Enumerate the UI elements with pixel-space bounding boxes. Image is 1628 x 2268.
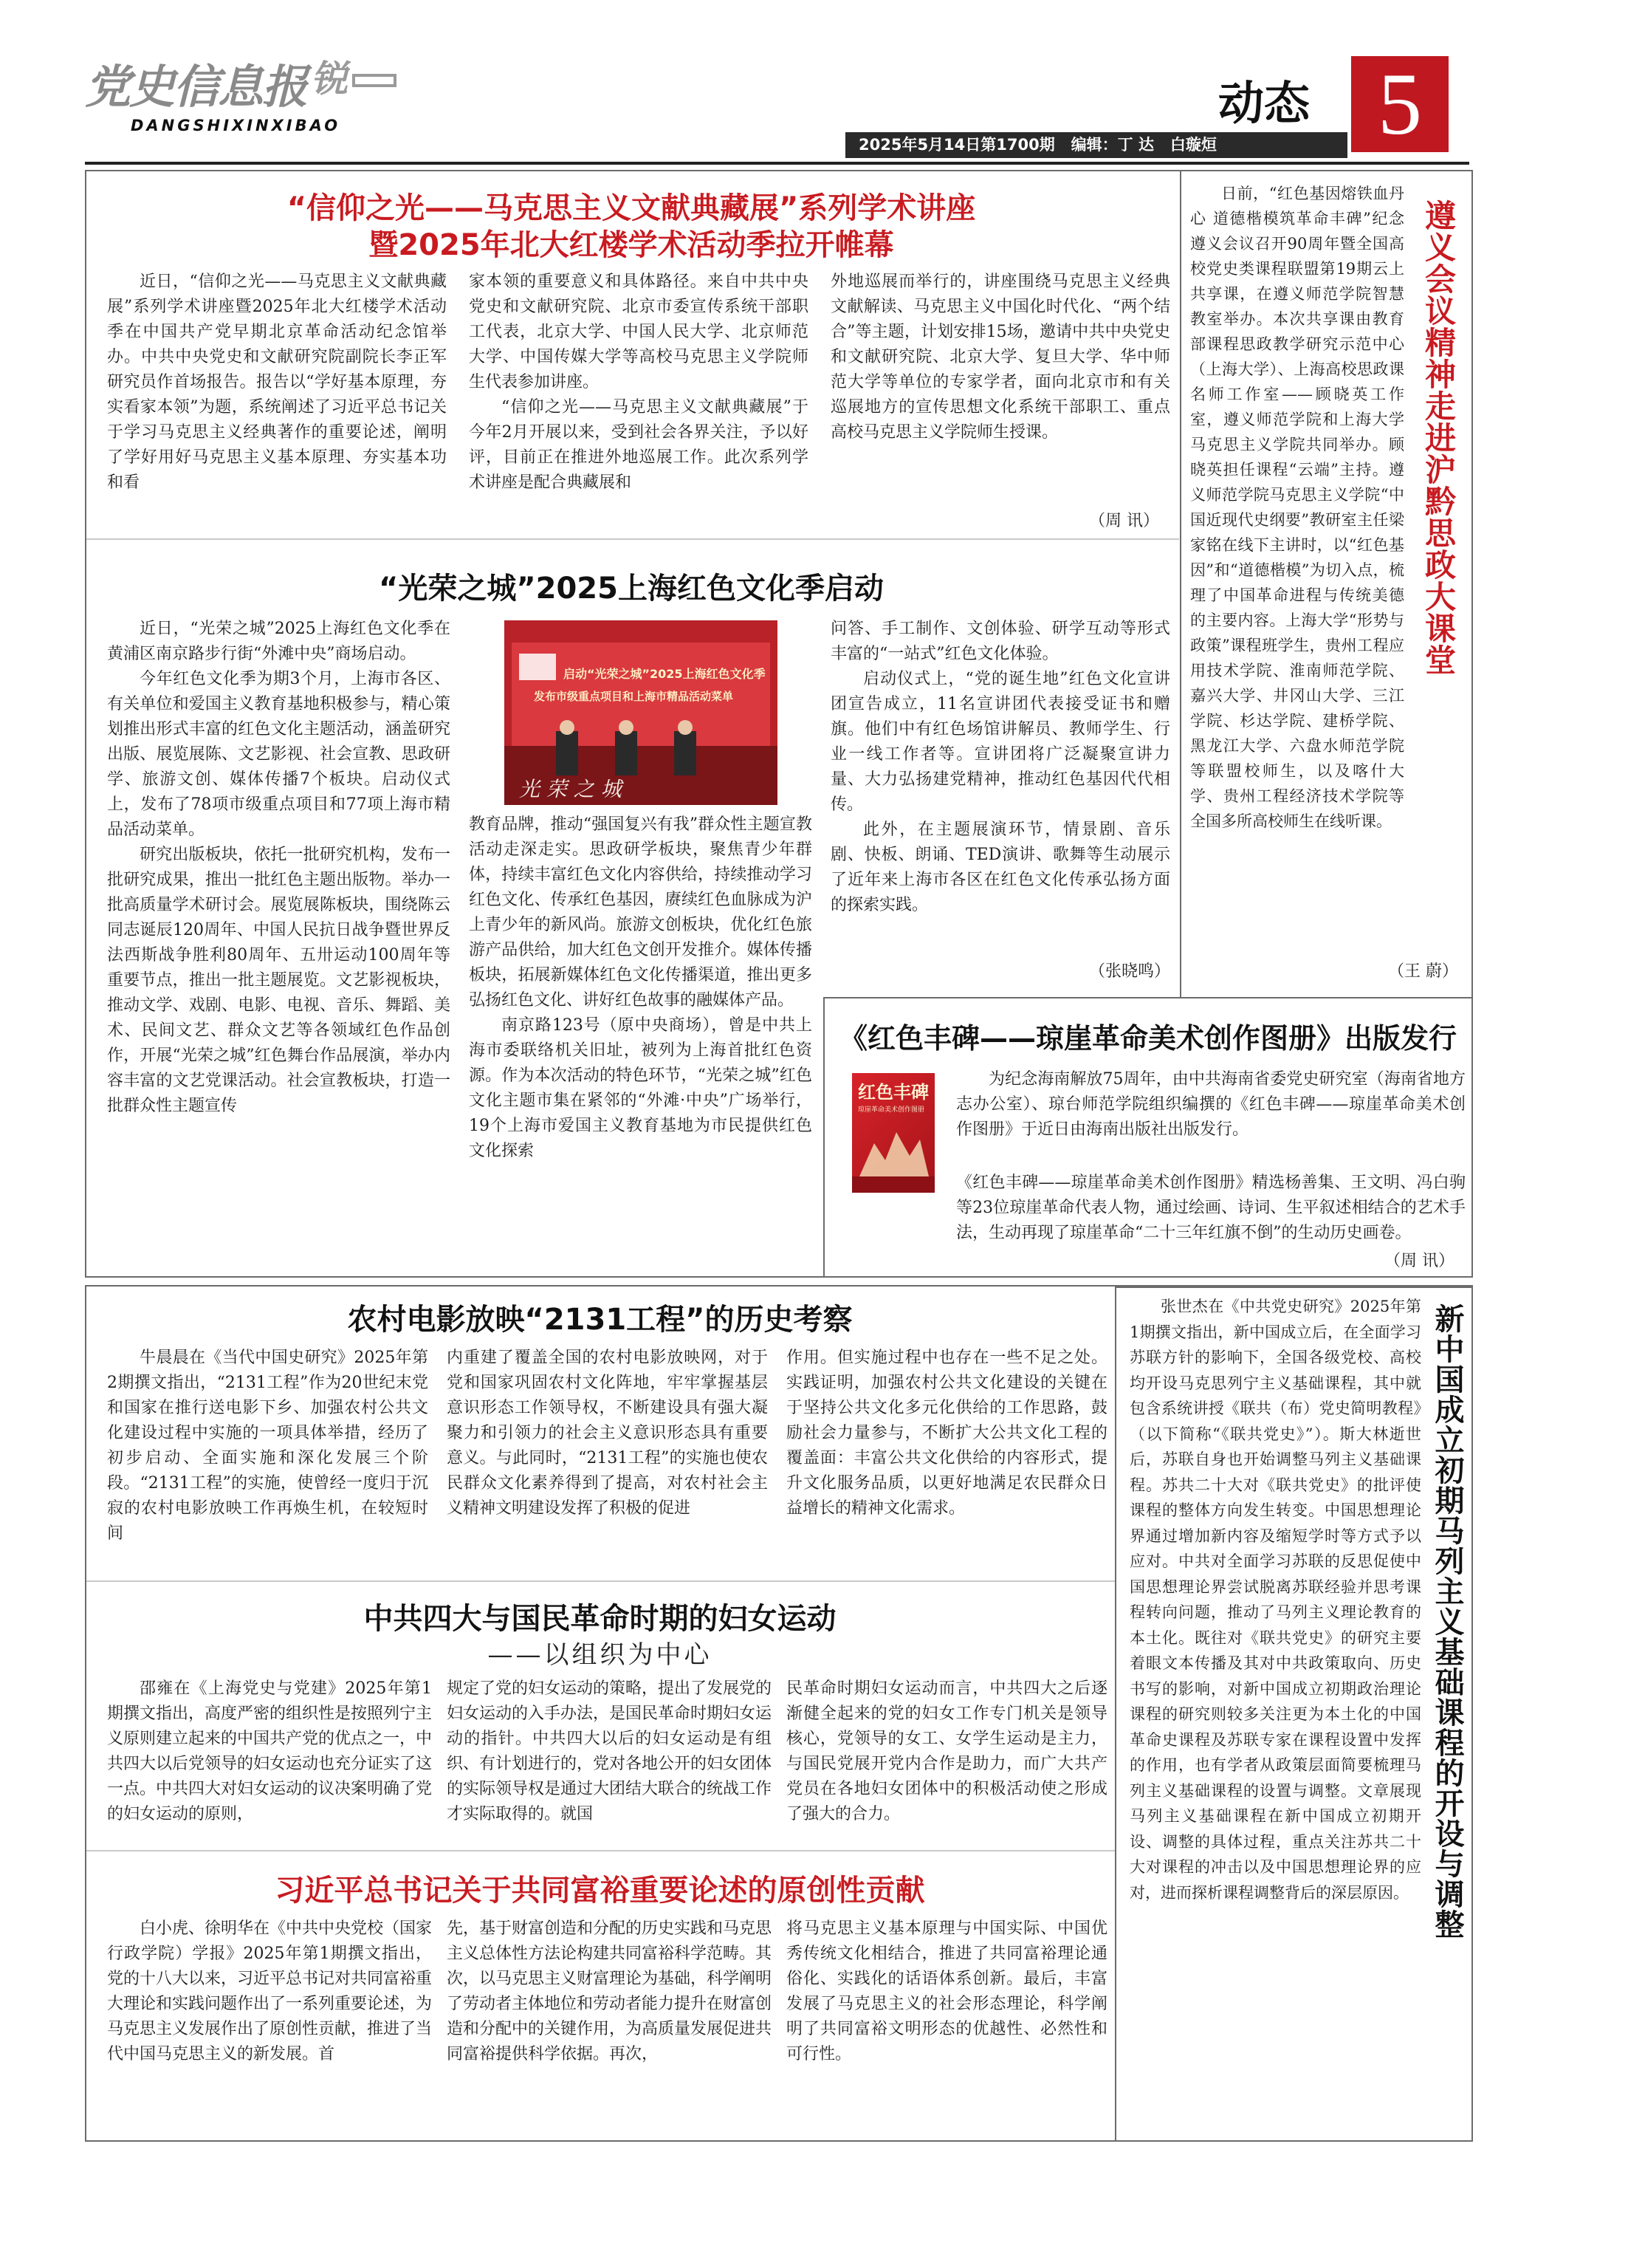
sidebar1-body bbox=[1190, 181, 1404, 975]
stage-image bbox=[504, 620, 777, 805]
article2-para: 研究出版板块，依托一批研究机构，发布一批研究成果，推出一批红色主题出版物。举办一批高质量学术研讨会。展览展陈板块，围绕陈云同志诞辰120周年、中国人民抗日战争暨世界反法西斯战争胜利80周年、五卅运动100周年等重要节点，推出一批主题展览。文艺影视板块，推动文学、戏剧、电影、电视、音乐、舞蹈、美术、民间文艺、群众文艺等各领域红色作品创作，开展“光荣之城”红色舞台作品展演，举办内容丰富的文艺党课活动。社会宣教板块，打造一批群众性主题宣传 bbox=[107, 846, 450, 1115]
article5-subtitle: ——以组织为中心 bbox=[487, 1640, 712, 1670]
article1-title-line1: “信仰之光——马克思主义文献典藏展”系列学术讲座 bbox=[286, 191, 976, 225]
article5-para: 民革命时期妇女运动而言，中共四大之后逐渐健全起来的党的妇女工作专门机关是领导核心，党领导的女工、女学生运动是主力，与国民党展开党内合作是助力，而广大共产党员在各地妇女团体中的积极活动使之形成了强大的合力。 bbox=[786, 1679, 1107, 1823]
article4-bottom-rule bbox=[86, 1580, 1115, 1582]
article4-para: 内重建了覆盖全国的农村电影放映网，对于党和国家巩固农村文化阵地，牢牢掌握基层意识形态工作领导权，不断建设具有强大凝聚力和引领力的社会主义意识形态具有重要意义。与此同时，“2131工程”的实施也使农民群众文化素养得到了提高，对农村社会主义精神文明建设发挥了积极的促进 bbox=[447, 1349, 768, 1518]
article2-para: 近日，“光荣之城”2025上海红色文化季在黄浦区南京路步行街“外滩中央”商场启动。 bbox=[107, 620, 450, 663]
article1-column-1 bbox=[107, 270, 447, 524]
article6-column-3 bbox=[786, 1916, 1107, 2138]
article1-bottom-rule bbox=[86, 538, 1179, 540]
article6-title: 习近平总书记关于共同富裕重要论述的原创性贡献 bbox=[275, 1874, 925, 1908]
newspaper-name: 党史信息报 bbox=[85, 60, 307, 114]
page-number: 5 bbox=[1351, 56, 1449, 152]
sidebar1-para: 日前，“红色基因熔铁血丹心 道德楷模筑革命丰碑”纪念遵义会议召开90周年暨全国高校党史类课程联盟第19期云上共享课，在遵义师范学院智慧教室举办。本次共享课由教育部课程思政教学研究示范中心（上海大学）、上海高校思政课名师工作室——顾晓英工作室，遵义师范学院和上海大学马克思主义学院共同举办。顾晓英担任课程“云端”主持。遵义师范学院马克思主义学院“中国近现代史纲要”教研室主任梁家铭在线下主讲时，以“红色基因”和“道德楷模”为切入点，梳理了中国革命进程与传统美德的主要内容。上海大学“形势与政策”课程班学生，贵州工程应用技术学院、淮南师范学院、嘉兴大学、井冈山大学、三江学院、杉达学院、建桥学院、黑龙江大学、六盘水师范学院等联盟校师生，以及喀什大学、贵州工程经济技术学院等全国多所高校师生在线听课。 bbox=[1190, 185, 1404, 830]
article3-body-top bbox=[956, 1067, 1466, 1171]
article1-para: 近日，“信仰之光——马克思主义文献典藏展”系列学术讲座暨2025年北大红楼学术活动季在中国共产党早期北京革命活动纪念馆举办。中共中央党史和文献研究院副院长李正军研究员作首场报告。报告以“学好基本原理，夯实看家本领”为题，系统阐述了习近平总书记关于学习马克思主义经典著作的重要论述，阐明了学好用好马克思主义基本原理、夯实基本功和看 bbox=[107, 273, 447, 492]
article4-column-1 bbox=[107, 1346, 428, 1575]
article4-column-2 bbox=[447, 1346, 768, 1575]
publisher-logo-icon bbox=[306, 53, 402, 105]
article5-bottom-rule bbox=[86, 1850, 1115, 1851]
article2-signature: （张晓鸣） bbox=[1089, 962, 1171, 981]
event-photo bbox=[504, 620, 777, 805]
article2-para: 此外，在主题展演环节，情景剧、音乐剧、快板、朗诵、TED演讲、歌舞等生动展示了近年来上海市各区在红色文化传承弘扬方面的探索实践。 bbox=[831, 820, 1170, 914]
article1-signature: （周 讯） bbox=[1089, 512, 1159, 530]
article5-column-3 bbox=[786, 1676, 1107, 1846]
article1-para: “信仰之光——马克思主义文献典藏展”于今年2月开展以来，受到社会各界关注，予以好评，目前正在推进外地巡展工作。此次系列学术讲座是配合典藏展和 bbox=[469, 398, 808, 492]
article5-column-2 bbox=[447, 1676, 772, 1846]
article2-column-1 bbox=[107, 617, 450, 1267]
section-label: 动态 bbox=[1218, 76, 1311, 130]
article5-column-1 bbox=[107, 1676, 432, 1846]
article1-column-3 bbox=[831, 270, 1170, 499]
article1-para: 家本领的重要意义和具体路径。来自中共中央党史和文献研究院、北京市委宣传系统干部职工代表，北京大学、中国人民大学、北京师范大学、中国传媒大学等高校马克思主义学院师生代表参加讲座。 bbox=[469, 273, 808, 391]
article2-para: 启动仪式上，“党的诞生地”红色文化宣讲团宣告成立，11名宣讲团代表接受证书和赠旗。他们中有红色场馆讲解员、教师学生、行业一线工作者等。宣讲团将广泛凝聚宣讲力量、大力弘扬建党精神，推动红色基因代代相传。 bbox=[831, 670, 1170, 814]
article3-title: 《红色丰碑——琼崖革命美术创作图册》出版发行 bbox=[839, 1022, 1457, 1055]
article4-column-3 bbox=[786, 1346, 1107, 1575]
article3-top-rule bbox=[823, 997, 1473, 998]
article1-title-line2: 暨2025年北大红楼学术活动季拉开帷幕 bbox=[368, 228, 894, 262]
article1-column-2 bbox=[469, 270, 808, 524]
newspaper-pinyin: DANGSHIXINXIBAO bbox=[131, 117, 341, 134]
article6-para: 先，基于财富创造和分配的历史实践和马克思主义总体性方法论构建共同富裕科学范畴。其次，以马克思主义财富理论为基础，科学阐明了劳动者主体地位和劳动者能力提升在财富创造和分配中的关键作用，为高质量发展促进共同富裕提供科学依据。再次， bbox=[447, 1919, 772, 2063]
book-cover-subtitle: 琼崖革命美术创作图册 bbox=[858, 1106, 925, 1114]
article2-title: “光荣之城”2025上海红色文化季启动 bbox=[379, 572, 884, 606]
photo-script: 光 荣 之 城 bbox=[519, 777, 622, 801]
article4-para: 牛晨晨在《当代中国史研究》2025年第2期撰文指出，“2131工程”作为20世纪末党和国家在推行送电影下乡、加强农村公共文化建设过程中实施的一项具体举措，经历了初步启动、全面实施和深化发展三个阶段。“2131工程”的实施，使曾经一度归于沉寂的农村电影放映工作再焕生机，在较短时间 bbox=[107, 1349, 428, 1543]
sidebar2-body bbox=[1130, 1294, 1421, 2136]
article6-para: 白小虎、徐明华在《中共中央党校（国家行政学院）学报》2025年第1期撰文指出，党的十八大以来，习近平总书记对共同富裕重大理论和实践问题作出了一系列重要论述，为马克思主义发展作出了原创性贡献，推进了当代中国马克思主义的新发展。首 bbox=[107, 1919, 432, 2063]
sidebar2-title: 新中国成立初期马列主义基础课程的开设与调整 bbox=[1430, 1303, 1464, 1939]
publisher-logo-text: 锐 bbox=[311, 57, 348, 100]
article6-para: 将马克思主义基本原理与中国实际、中国优秀传统文化相结合，推进了共同富裕理论通俗化、实践化的话语体系创新。最后，丰富发展了马克思主义的社会形态理论，科学阐明了共同富裕文明形态的优越性、必然性和可行性。 bbox=[786, 1919, 1107, 2063]
article6-column-2 bbox=[447, 1916, 772, 2138]
article3-left-rule bbox=[823, 997, 825, 1278]
sidebar2-para: 张世杰在《中共党史研究》2025年第1期撰文指出，新中国成立后，在全面学习苏联方针的影响下，全国各级党校、高校均开设马克思列宁主义基础课程，其中就包含系统讲授《联共（布）党史简明教程》（以下简称“《联共党史》”）。斯大林逝世后，苏联自身也开始调整马列主义基础课程。苏共二十大对《联共党史》的批评使课程的整体方向发生转变。中国思想理论界通过增加新内容及缩短学时等方式予以应对。中共对全面学习苏联的反思促使中国思想理论界尝试脱离苏联经验并思考课程转向问题，推动了马列主义理论教育的本土化。既往对《联共党史》的研究主要着眼文本传播及其对中共政策取向、历史书写的影响，对新中国成立初期政治理论课程的研究则较多关注更为本土化的中国革命史课程及苏联专家在课程设置中发挥的作用，也有学者从政策层面简要梳理马列主义基础课程的设置与调整。文章展现马列主义基础课程在新中国成立初期开设、调整的具体过程，重点关注苏共二十大对课程的冲击以及中国思想理论界的应对，进而探析课程调整背后的深层原因。 bbox=[1130, 1298, 1421, 1902]
sidebar1-title: 遵义会议精神走进沪黔思政大课堂 bbox=[1421, 199, 1457, 676]
book-cover-title: 红色丰碑 bbox=[858, 1082, 929, 1103]
article3-para: 《红色丰碑——琼崖革命美术创作图册》精选杨善集、王文明、冯白驹等23位琼崖革命代表人物，通过绘画、诗词、生平叙述相结合的艺术手法，生动再现了琼崖革命“二十三年红旗不倒”的生动历史画卷。 bbox=[956, 1174, 1466, 1242]
photo-banner-line2: 发布市级重点项目和上海市精品活动菜单 bbox=[534, 690, 734, 703]
issue-info-bar: 2025年5月14日第1700期 编辑：丁 达 白璇烜 bbox=[845, 132, 1347, 158]
article3-signature: （周 讯） bbox=[1384, 1252, 1454, 1270]
header-rule bbox=[85, 162, 1469, 165]
article2-column-3 bbox=[831, 617, 1170, 942]
article4-title: 农村电影放映“2131工程”的历史考察 bbox=[347, 1303, 853, 1337]
sidebar1-signature: （王 蔚） bbox=[1388, 962, 1458, 981]
article1-para: 外地巡展而举行的，讲座围绕马克思主义经典文献解读、马克思主义中国化时代化、“两个结合”等主题，计划安排15场，邀请中共中央党史和文献研究院、北京大学、复旦大学、华中师范大学等单位的专家学者，面向北京市和有关巡展地方的宣传思想文化系统干部职工、重点高校马克思主义学院师生授课。 bbox=[831, 273, 1170, 442]
photo-banner-line1: 启动“光荣之城”2025上海红色文化季 bbox=[563, 667, 766, 681]
article6-column-1 bbox=[107, 1916, 432, 2138]
article5-para: 邵雍在《上海党史与党建》2025年第1期撰文指出，高度严密的组织性是按照列宁主义原则建立起来的中国共产党的优点之一，中共四大以后党领导的妇女运动也充分证实了这一点。中共四大对妇女运动的议决案明确了党的妇女运动的原则， bbox=[107, 1679, 432, 1823]
masthead bbox=[85, 50, 410, 154]
article2-para: 今年红色文化季为期3个月，上海市各区、有关单位和爱国主义教育基地积极参与，精心策划推出形式丰富的红色文化主题活动，涵盖研究出版、展览展陈、文艺影视、社会宣教、思政研学、旅游文创、媒体传播7个板块。启动仪式上，发布了78项市级重点项目和77项上海市精品活动菜单。 bbox=[107, 670, 450, 839]
article2-para: 问答、手工制作、文创体验、研学互动等形式丰富的“一站式”红色文化体验。 bbox=[831, 620, 1170, 663]
article4-para: 作用。但实施过程中也存在一些不足之处。实践证明，加强农村公共文化建设的关键在于坚持公共文化多元化供给的工作思路，鼓励社会力量参与，不断扩大公共文化工程的覆盖面：丰富公共文化供给的内容形式，提升文化服务品质，以更好地满足农民群众日益增长的精神文化需求。 bbox=[786, 1349, 1107, 1518]
article5-para: 规定了党的妇女运动的策略，提出了发展党的妇女运动的入手办法，是国民革命时期妇女运动的指针。中共四大以后的妇女运动是有组织、有计划进行的，党对各地公开的妇女团体的实际领导权是通过大团结大联合的统战工作才实际取得的。就国 bbox=[447, 1679, 772, 1823]
sidebar1-divider bbox=[1180, 171, 1181, 998]
article2-para: 南京路123号（原中央商场），曾是中共上海市委联络机关旧址，被列为上海首批红色资源。作为本次活动的特色环节，“光荣之城”红色文化主题市集在紧邻的“外滩·中央”广场举行，19个上海市爱国主义教育基地为市民提供红色文化探索 bbox=[469, 1016, 812, 1160]
article3-para: 为纪念海南解放75周年，由中共海南省委党史研究室（海南省地方志办公室）、琼台师范学院组织编撰的《红色丰碑——琼崖革命美术创作图册》于近日由海南出版社出版发行。 bbox=[956, 1070, 1466, 1139]
article2-para: 教育品牌，推动“强国复兴有我”群众性主题宣教活动走深走实。思政研学板块，聚焦青少年群体，持续丰富红色文化内容供给，持续推动学习红色文化、传承红色基因，赓续红色血脉成为沪上青少年的新风尚。旅游文创板块，优化红色旅游产品供给，加大红色文创开发推介。媒体传播板块，拓展新媒体红色文化传播渠道，推出更多弘扬红色文化、讲好红色故事的融媒体产品。 bbox=[469, 815, 812, 1010]
article5-title: 中共四大与国民革命时期的妇女运动 bbox=[363, 1602, 837, 1636]
article2-column-2 bbox=[469, 812, 812, 1270]
article3-body-wrap bbox=[849, 1171, 1466, 1270]
